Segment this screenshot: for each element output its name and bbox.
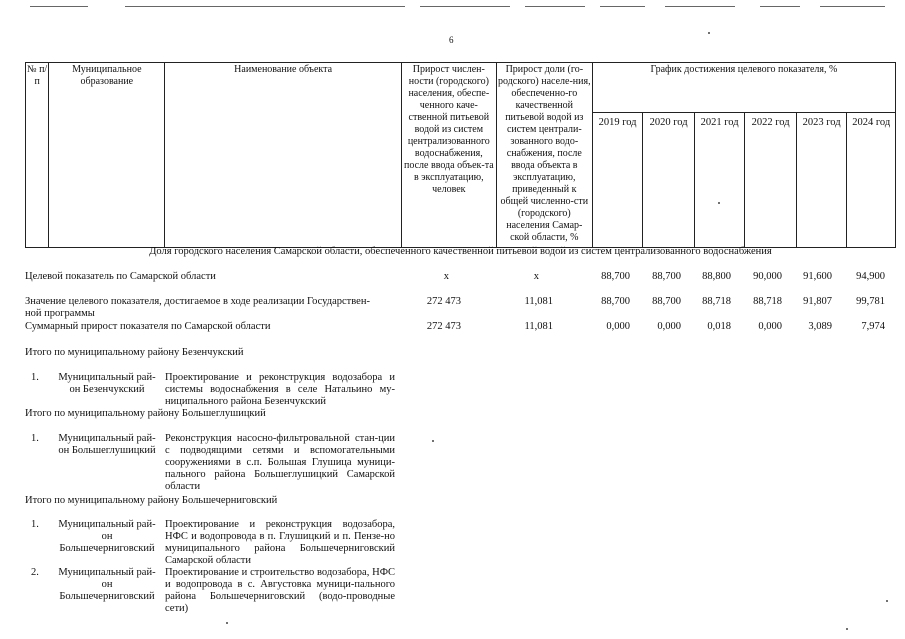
scan-speck <box>432 440 434 442</box>
share-value: 11,081 <box>524 321 553 332</box>
year-value: 88,700 <box>652 296 681 307</box>
group-title: Итого по муниципальному району Большеглушицкий <box>25 408 266 419</box>
row-label: Значение целевого показателя, достигаемое в ходе реализации Государствен- <box>25 296 370 307</box>
item-object: Проектирование и строительство водозабора, НФС и водопровода в с. Августовка муници-пального района Большечерниговский (водо-проводные сети) <box>165 567 395 614</box>
col-share-header: Прирост доли (го-родского) населе-ния, обеспеченно-го качественной питьевой водой из систем централи-зованного водо-снабжения, после ввода объекта в эксплуатацию, приведенный к общей численно-сти (городского) населения Самар-ской области, % <box>496 63 592 248</box>
scan-line <box>760 6 800 7</box>
scan-line <box>30 6 88 7</box>
col-num-header: № п/п <box>26 63 49 248</box>
row-label: Суммарный прирост показателя по Самарской области <box>25 321 271 332</box>
scan-line <box>525 6 585 7</box>
scan-speck <box>708 32 710 34</box>
year-value: 0,000 <box>758 321 782 332</box>
year-header: 2024 год <box>847 113 896 248</box>
year-value: 90,000 <box>753 271 782 282</box>
year-value: 88,700 <box>601 296 630 307</box>
year-value: 94,900 <box>856 271 885 282</box>
col-population-header: Прирост числен-ности (городского) населения, обеспе-ченного каче-ственной питьевой водой из систем централизованного водоснабжения, после ввода объек-та в эксплуатацию, человек <box>401 63 496 248</box>
year-value: 91,600 <box>803 271 832 282</box>
population-value: 272 473 <box>426 321 461 332</box>
year-value: 88,700 <box>652 271 681 282</box>
scan-speck <box>226 622 228 624</box>
year-header: 2023 год <box>796 113 847 248</box>
year-value: 88,700 <box>601 271 630 282</box>
scan-line <box>820 6 885 7</box>
year-value: 91,807 <box>803 296 832 307</box>
year-value: 7,974 <box>861 321 885 332</box>
year-value: 0,000 <box>606 321 630 332</box>
year-value: 0,000 <box>657 321 681 332</box>
item-object: Проектирование и реконструкция водозабора, НФС и водопровода в п. Глушицкий и п. Пензе-но муниципального района Большечерниговский Самарской области <box>165 519 395 566</box>
scan-line <box>125 6 405 7</box>
row-label-cont: ной программы <box>25 308 95 319</box>
year-value: 88,800 <box>702 271 731 282</box>
item-number: 1. <box>31 372 39 383</box>
share-value: 11,081 <box>524 296 553 307</box>
item-municipality: Муниципальный рай-он Большечерниговский <box>58 567 156 602</box>
year-value: 88,718 <box>702 296 731 307</box>
header-table <box>25 62 896 248</box>
item-number: 1. <box>31 433 39 444</box>
scan-line <box>665 6 735 7</box>
year-header: 2021 год <box>694 113 745 248</box>
group-title: Итого по муниципальному району Большечерниговский <box>25 495 278 506</box>
item-object: Проектирование и реконструкция водозабора и системы водоснабжения в селе Натальино му-ниципального района Безенчукский <box>165 372 395 407</box>
page-number: 6 <box>449 35 454 45</box>
share-value: x <box>533 271 539 282</box>
year-header: 2020 год <box>643 113 695 248</box>
year-value: 99,781 <box>856 296 885 307</box>
scan-speck <box>886 600 888 602</box>
col-object-header: Наименование объекта <box>165 63 401 248</box>
scan-speck <box>718 202 720 204</box>
year-header: 2022 год <box>745 113 797 248</box>
population-value: x <box>443 271 449 282</box>
item-municipality: Муниципальный рай-он Большечерниговский <box>58 519 156 554</box>
item-municipality: Муниципальный рай-он Безенчукский <box>58 372 156 395</box>
year-value: 3,089 <box>808 321 832 332</box>
item-object: Реконструкция насосно-фильтровальной стан-ции с подводящими сетями и вспомогательными сооружениями в с.п. Большая Глушица муници-пального района Большеглушицкий Самарской области <box>165 433 395 492</box>
scan-line <box>600 6 645 7</box>
item-municipality: Муниципальный рай-он Большеглушицкий <box>58 433 156 456</box>
scan-line <box>420 6 510 7</box>
year-value: 88,718 <box>753 296 782 307</box>
row-label: Целевой показатель по Самарской области <box>25 271 216 282</box>
year-header: 2019 год <box>592 113 643 248</box>
population-value: 272 473 <box>426 296 461 307</box>
year-value: 0,018 <box>707 321 731 332</box>
item-number: 2. <box>31 567 39 578</box>
item-number: 1. <box>31 519 39 530</box>
col-municipality-header: Муниципальное образование <box>49 63 165 248</box>
section-title: Доля городского населения Самарской области, обеспеченного качественной питьевой водой из систем централизованного водоснабжения <box>149 246 772 257</box>
scan-speck <box>846 628 848 630</box>
group-title: Итого по муниципальному району Безенчукский <box>25 347 244 358</box>
col-schedule-header: График достижения целевого показателя, % <box>592 63 895 113</box>
